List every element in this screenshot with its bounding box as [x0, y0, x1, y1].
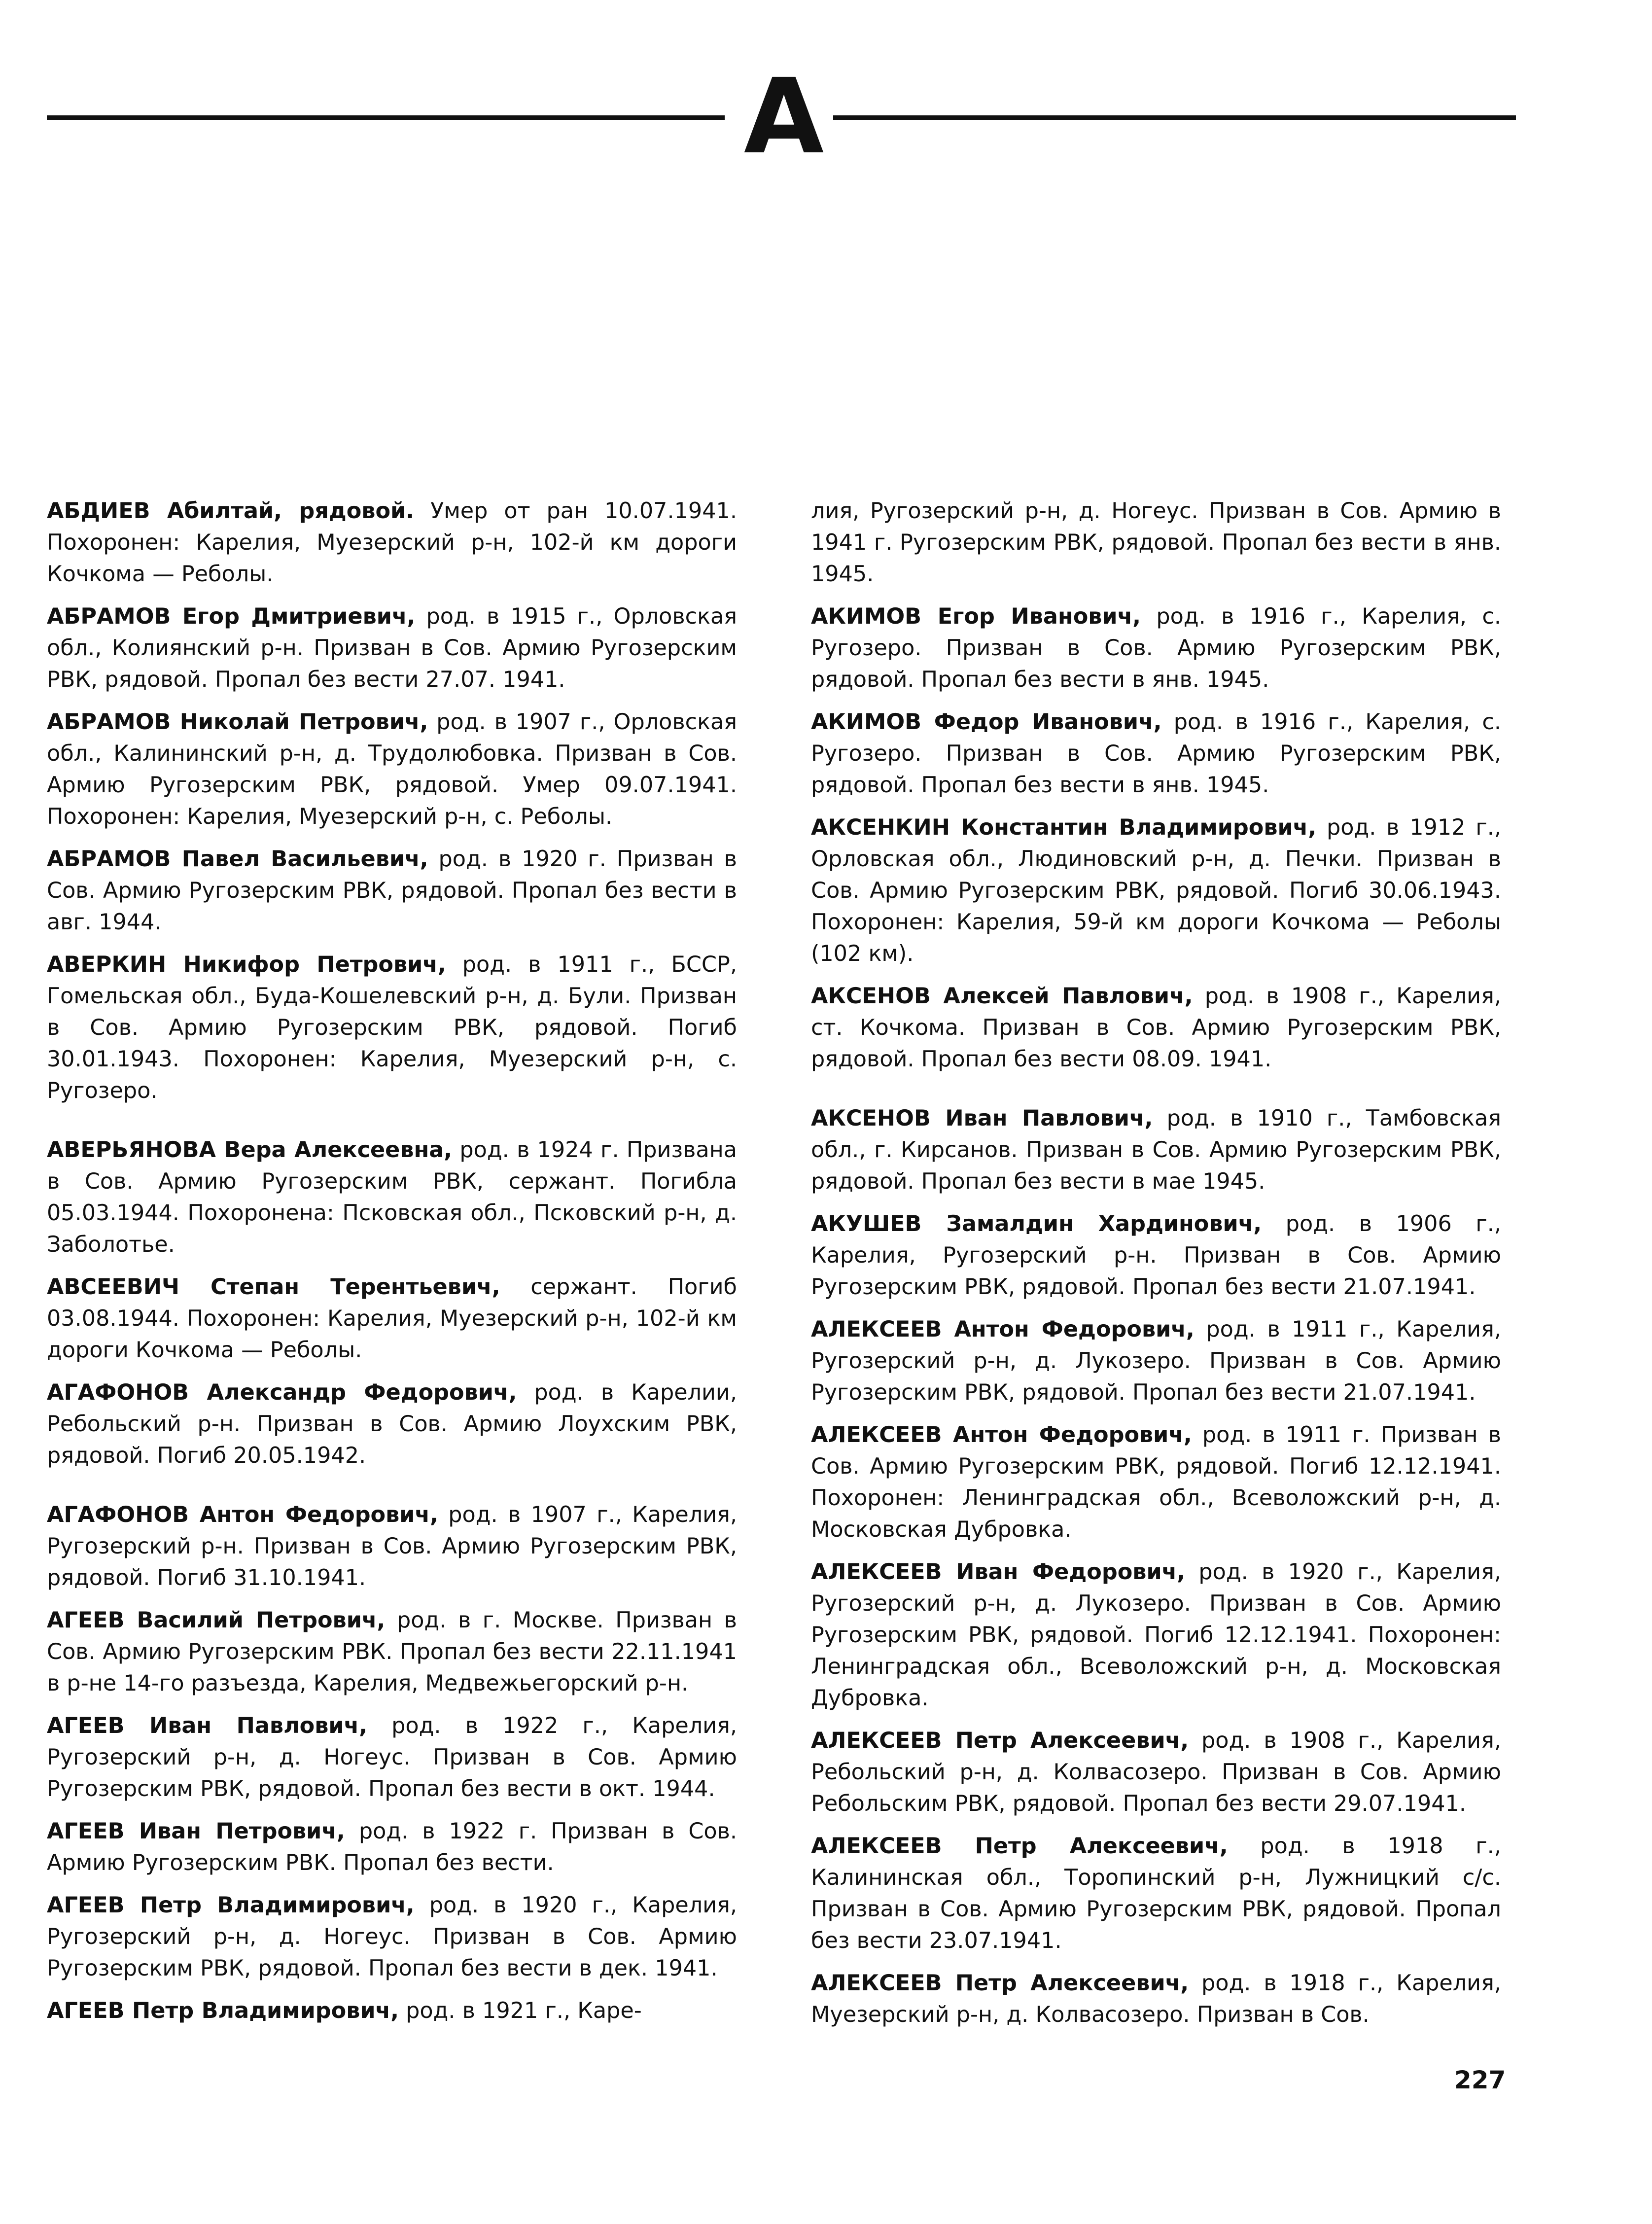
right-column [811, 495, 1501, 2042]
entry-text: род. в 1908 г., Карелия, ст. Кочкома. Призван в Сов. Армию Ругозерским РВК, рядовой. Пропал без вести 08.09. 1941. [811, 984, 1501, 1072]
entry-text: сержант. Погиб 03.08.1944. Похоронен: Карелия, Муезерский р-н, 102-й км дороги Кочкома — Реболы. [47, 1274, 737, 1363]
entry-text: род. в 1918 г., Карелия, Муезерский р-н, д. Колвасозеро. Призван в Сов. [811, 1971, 1501, 2027]
entry-name: АГАФОНОВ Александр Федорович, [47, 1380, 517, 1405]
register-entry [47, 1377, 737, 1472]
register-entry [811, 1208, 1501, 1303]
register-entry [811, 1103, 1501, 1198]
entry-name: АКИМОВ Егор Иванович, [811, 604, 1141, 629]
register-entry [811, 1314, 1501, 1409]
entry-text: род. в 1911 г., Карелия, Ругозерский р-н, д. Лукозеро. Призван в Сов. Армию Ругозерским РВК, рядовой. Пропал без вести 21.07.1941. [811, 1317, 1501, 1405]
entry-name: АЛЕКСЕЕВ Антон Федорович, [811, 1422, 1192, 1447]
section-letter: А [743, 56, 824, 177]
entry-text: род. в 1912 г., Орловская обл., Людиновский р-н, д. Печки. Призван в Сов. Армию Ругозерским РВК, рядовой. Погиб 30.06.1943. Похоронен: Карелия, 59-й км дороги Кочкома — Реболы (102 км). [811, 815, 1501, 966]
entry-name: АЛЕКСЕЕВ Антон Федорович, [811, 1317, 1195, 1342]
entry-name: АГЕЕВ Петр Владимирович, [47, 1998, 399, 2023]
entry-text: лия, Ругозерский р-н, д. Ногеус. Призван в Сов. Армию в 1941 г. Ругозерским РВК, рядовой. Пропал без вести в янв. 1945. [811, 498, 1501, 587]
entry-text: род. в 1908 г., Карелия, Ребольский р-н, д. Колвасозеро. Призван в Сов. Армию Ребольским РВК, рядовой. Пропал без вести 29.07.1941. [811, 1728, 1501, 1816]
entry-text: род. в 1920 г., Карелия, Ругозерский р-н, д. Лукозеро. Призван в Сов. Армию Ругозерским РВК, рядовой. Погиб 12.12.1941. Похоронен: Ленинградская обл., Всеволожский р-н, д. Московская Дубровка. [811, 1559, 1501, 1711]
register-entry [47, 949, 737, 1107]
entry-name: АКСЕНОВ Алексей Павлович, [811, 984, 1193, 1009]
register-entry [47, 1134, 737, 1261]
register-entry [811, 706, 1501, 801]
entry-text: род. в 1915 г., Орловская обл., Колиянский р-н. Призван в Сов. Армию Ругозерским РВК, рядовой. Пропал без вести 27.07. 1941. [47, 604, 737, 692]
register-entry [47, 1816, 737, 1879]
register-entry [811, 1968, 1501, 2031]
entry-name: АЛЕКСЕЕВ Петр Алексеевич, [811, 1971, 1189, 1996]
entry-name: АБДИЕВ Абилтай, рядовой. [47, 498, 415, 524]
register-entry [47, 1499, 737, 1594]
entry-text: род. в 1907 г., Карелия, Ругозерский р-н. Призван в Сов. Армию Ругозерским РВК, рядовой. Погиб 31.10.1941. [47, 1502, 737, 1590]
register-entry [811, 812, 1501, 970]
register-entry [47, 1271, 737, 1366]
entry-name: АЛЕКСЕЕВ Петр Алексеевич, [811, 1728, 1189, 1753]
entry-name: АБРАМОВ Николай Петрович, [47, 709, 428, 735]
entry-name: АВСЕЕВИЧ Степан Терентьевич, [47, 1274, 500, 1300]
entry-text: род. в 1920 г. Призван в Сов. Армию Ругозерским РВК, рядовой. Пропал без вести в авг. 1944. [47, 847, 737, 935]
entry-text: род. в Карелии, Ребольский р-н. Призван в Сов. Армию Лоухским РВК, рядовой. Погиб 20.05.1942. [47, 1380, 737, 1468]
entry-name: АБРАМОВ Егор Дмитриевич, [47, 604, 416, 629]
entry-name: АГЕЕВ Василий Петрович, [47, 1608, 386, 1633]
register-entry [811, 981, 1501, 1075]
register-entry [811, 601, 1501, 696]
entry-name: АГЕЕВ Иван Петрович, [47, 1819, 345, 1844]
entry-text: род. в 1916 г., Карелия, с. Ругозеро. Призван в Сов. Армию Ругозерским РВК, рядовой. Пропал без вести в янв. 1945. [811, 709, 1502, 798]
entry-name: АКУШЕВ Замалдин Хардинович, [811, 1211, 1262, 1236]
entry-text: род. в 1910 г., Тамбовская обл., г. Кирсанов. Призван в Сов. Армию Ругозерским РВК, рядовой. Пропал без вести в мае 1945. [811, 1106, 1501, 1194]
entry-name: АВЕРЬЯНОВА Вера Алексеевна, [47, 1137, 453, 1163]
entry-text: род. в 1922 г., Карелия, Ругозерский р-н, д. Ногеус. Призван в Сов. Армию Ругозерским РВК, рядовой. Пропал без вести в окт. 1944. [47, 1713, 737, 1801]
page-number: 227 [1454, 2066, 1506, 2094]
section-header [47, 56, 1518, 177]
header-rule-left [47, 115, 725, 120]
entry-name: АГАФОНОВ Антон Федорович, [47, 1502, 438, 1527]
register-entry [811, 1419, 1501, 1546]
entry-name: АКСЕНКИН Константин Владимирович, [811, 815, 1317, 840]
entry-name: АБРАМОВ Павел Васильевич, [47, 847, 428, 872]
register-entry [811, 1725, 1501, 1820]
entry-text: род. в 1921 г., Каре- [399, 1998, 642, 2023]
entry-text: род. в 1907 г., Орловская обл., Калининский р-н, д. Трудолюбовка. Призван в Сов. Армию Ругозерским РВК, рядовой. Умер 09.07.1941. Похоронен: Карелия, Муезерский р-н, с. Реболы. [47, 709, 737, 829]
entry-name: АЛЕКСЕЕВ Иван Федорович, [811, 1559, 1186, 1585]
register-entry [47, 601, 737, 696]
entry-text: род. в 1920 г., Карелия, Ругозерский р-н, д. Ногеус. Призван в Сов. Армию Ругозерским РВК, рядовой. Пропал без вести в дек. 1941. [47, 1893, 738, 1981]
entry-name: АВЕРКИН Никифор Петрович, [47, 952, 446, 977]
header-rule-right [833, 115, 1516, 120]
register-entry [47, 1995, 737, 2027]
register-entry [47, 1710, 737, 1805]
register-entry [47, 495, 737, 590]
entry-text: род. в 1916 г., Карелия, с. Ругозеро. Призван в Сов. Армию Ругозерским РВК, рядовой. Пропал без вести в янв. 1945. [811, 604, 1501, 692]
register-entry [47, 1605, 737, 1699]
entry-text: род. в 1918 г., Калининская обл., Торопинский р-н, Лужницкий с/с. Призван в Сов. Армию Ругозерским РВК, рядовой. Пропал без вести 23.07.1941. [811, 1834, 1501, 1953]
entry-name: АГЕЕВ Петр Владимирович, [47, 1893, 415, 1918]
register-entry [811, 495, 1501, 590]
entry-name: АКИМОВ Федор Иванович, [811, 709, 1162, 735]
register-entry [47, 844, 737, 938]
entry-text: род. в г. Москве. Призван в Сов. Армию Ругозерским РВК. Пропал без вести 22.11.1941 в р-не 14-го разъезда, Карелия, Медвежьегорский р-н. [47, 1608, 737, 1696]
left-column [47, 495, 737, 2038]
entry-name: АГЕЕВ Иван Павлович, [47, 1713, 368, 1738]
entry-text: род. в 1906 г., Карелия, Ругозерский р-н. Призван в Сов. Армию Ругозерским РВК, рядовой. Пропал без вести 21.07.1941. [811, 1211, 1501, 1300]
entry-text: род. в 1924 г. Призвана в Сов. Армию Ругозерским РВК, сержант. Погибла 05.03.1944. Похоронена: Псковская обл., Псковский р-н, д. Заболотье. [47, 1137, 737, 1257]
entry-name: АЛЕКСЕЕВ Петр Алексеевич, [811, 1834, 1228, 1859]
entry-text: род. в 1911 г. Призван в Сов. Армию Ругозерским РВК, рядовой. Погиб 12.12.1941. Похоронен: Ленинградская обл., Всеволожский р-н, д. Московская Дубровка. [811, 1422, 1501, 1542]
entry-name: АКСЕНОВ Иван Павлович, [811, 1106, 1153, 1131]
entry-text: Умер от ран 10.07.1941. Похоронен: Карелия, Муезерский р-н, 102-й км дороги Кочкома — Реболы. [47, 498, 737, 587]
register-entry [47, 706, 737, 833]
register-entry [811, 1556, 1501, 1714]
entry-text: род. в 1922 г. Призван в Сов. Армию Ругозерским РВК. Пропал без вести. [47, 1819, 738, 1875]
register-entry [811, 1831, 1501, 1957]
register-entry [47, 1890, 737, 1984]
entry-text: род. в 1911 г., БССР, Гомельская обл., Буда-Кошелевский р-н, д. Були. Призван в Сов. Армию Ругозерским РВК, рядовой. Погиб 30.01.1943. Похоронен: Карелия, Муезерский р-н, с. Ругозеро. [47, 952, 737, 1103]
